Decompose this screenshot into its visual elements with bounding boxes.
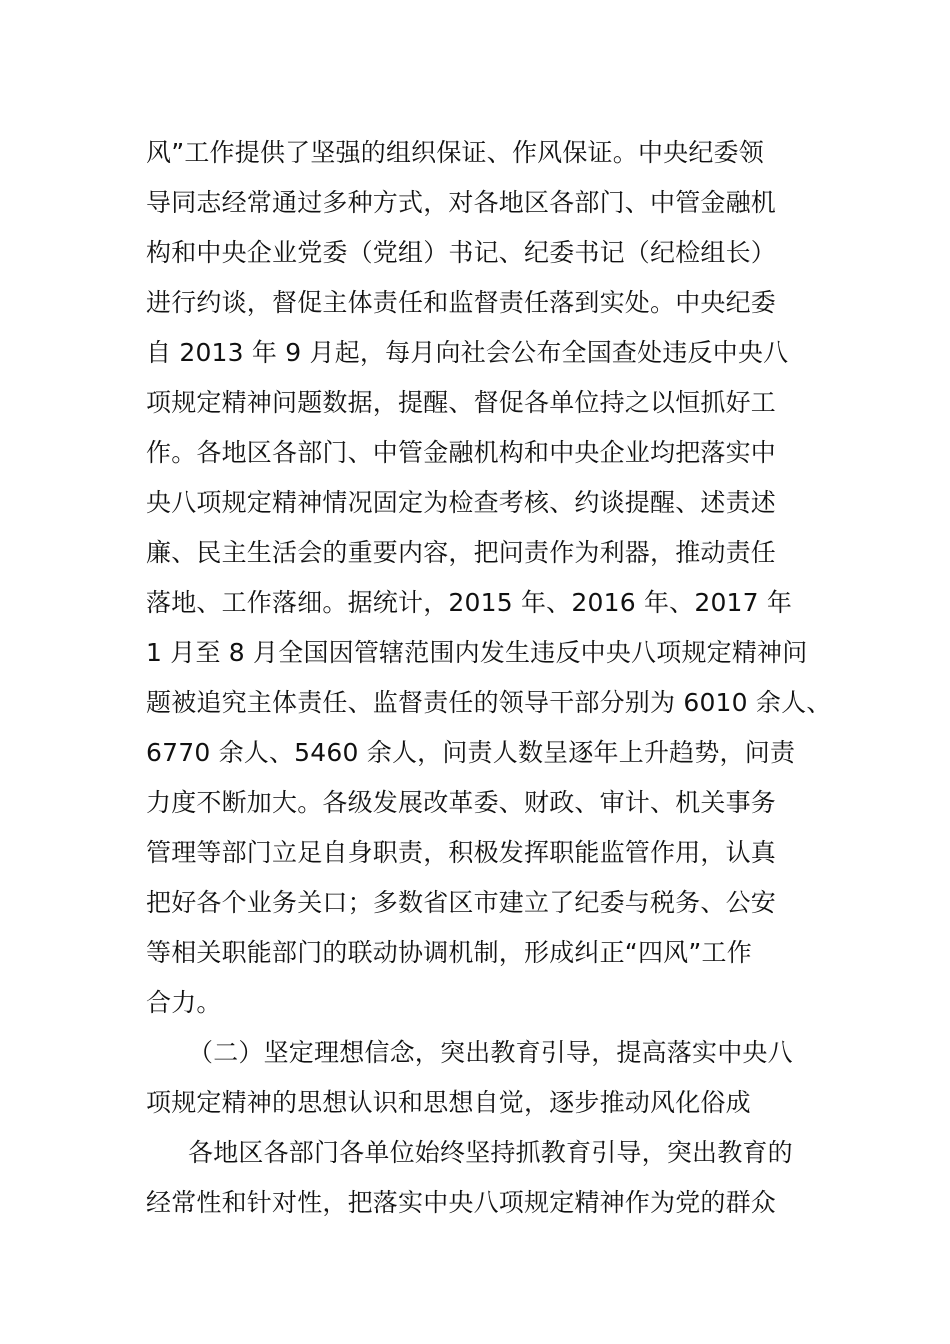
body-line: 等相关职能部门的联动协调机制，形成纠正“四风”工作	[146, 938, 752, 967]
document-body	[146, 128, 836, 1228]
body-line: 央八项规定精神情况固定为检查考核、约谈提醒、述责述	[146, 488, 777, 517]
body-line: 廉、民主生活会的重要内容，把问责作为利器，推动责任	[146, 538, 777, 567]
body-line: 自 2013 年 9 月起，每月向社会公布全国查处违反中央八	[146, 338, 789, 367]
section-heading-line: 项规定精神的思想认识和思想自觉，逐步推动风化俗成	[146, 1088, 751, 1117]
body-line: 把好各个业务关口；多数省区市建立了纪委与税务、公安	[146, 888, 777, 917]
body-line: 进行约谈，督促主体责任和监督责任落到实处。中央纪委	[146, 288, 777, 317]
body-line: 构和中央企业党委（党组）书记、纪委书记（纪检组长）	[146, 238, 777, 267]
body-line: 题被追究主体责任、监督责任的领导干部分别为 6010 余人、	[146, 688, 832, 717]
body-line: 各地区各部门各单位始终坚持抓教育引导，突出教育的	[188, 1138, 793, 1167]
body-line: 项规定精神问题数据，提醒、督促各单位持之以恒抓好工	[146, 388, 777, 417]
body-line: 1 月至 8 月全国因管辖范围内发生违反中央八项规定精神问	[146, 638, 808, 667]
body-line: 合力。	[146, 988, 222, 1017]
body-line: 6770 余人、5460 余人，问责人数呈逐年上升趋势，问责	[146, 738, 796, 767]
body-line: 风”工作提供了坚强的组织保证、作风保证。中央纪委领	[146, 138, 764, 167]
body-line: 导同志经常通过多种方式，对各地区各部门、中管金融机	[146, 188, 777, 217]
body-line: 落地、工作落细。据统计，2015 年、2016 年、2017 年	[146, 588, 793, 617]
body-line: 管理等部门立足自身职责，积极发挥职能监管作用，认真	[146, 838, 777, 867]
section-heading-line: （二）坚定理想信念，突出教育引导，提高落实中央八	[188, 1038, 793, 1067]
body-line: 经常性和针对性，把落实中央八项规定精神作为党的群众	[146, 1188, 777, 1217]
body-line: 力度不断加大。各级发展改革委、财政、审计、机关事务	[146, 788, 777, 817]
body-line: 作。各地区各部门、中管金融机构和中央企业均把落实中	[146, 438, 777, 467]
